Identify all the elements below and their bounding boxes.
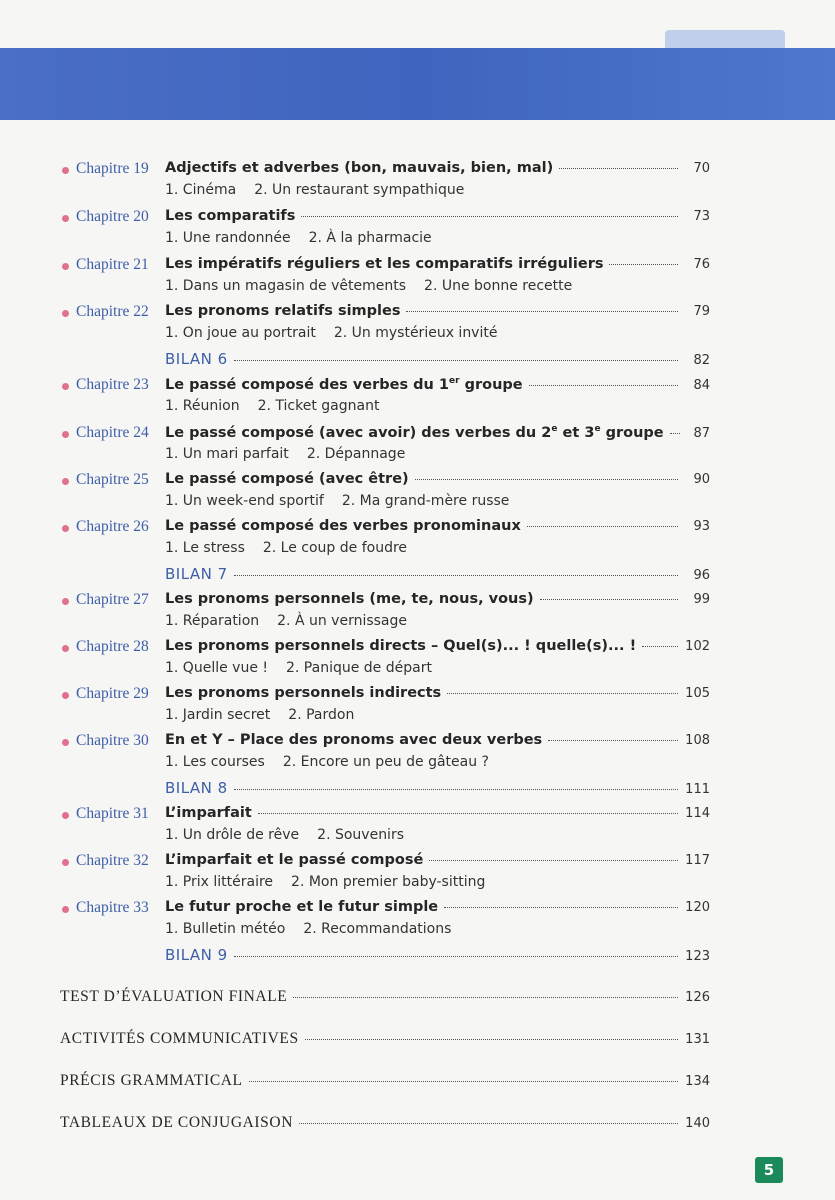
chapter-title: Le passé composé (avec avoir) des verbes du 2e et 3e groupe (165, 424, 664, 441)
bullet-icon (62, 859, 69, 866)
bilan-label: BILAN 6 (165, 350, 228, 368)
bullet-icon (62, 383, 69, 390)
bullet-icon (62, 812, 69, 819)
bullet-icon (62, 431, 69, 438)
chapter-title: Les impératifs réguliers et les comparatifs irréguliers (165, 256, 604, 272)
chapter-title: Les pronoms personnels (me, te, nous, vous) (165, 591, 534, 607)
page-number: 123 (685, 949, 710, 964)
chapter-label: Chapitre 31 (76, 805, 149, 822)
chapter-label: Chapitre 33 (76, 899, 149, 916)
bullet-icon (62, 906, 69, 913)
page-number: 73 (693, 209, 710, 224)
bullet-icon (62, 167, 69, 174)
bilan-label: BILAN 9 (165, 946, 228, 964)
dot-leader (234, 360, 678, 361)
page-number: 96 (693, 568, 710, 583)
section-2: 2. Un mystérieux invité (333, 325, 498, 341)
section-1: 1. Réparation (165, 613, 260, 629)
page-number: 82 (693, 353, 710, 368)
chapter-title: En et Y – Place des pronoms avec deux verbes (165, 732, 543, 748)
section-1: 1. Quelle vue ! (165, 660, 268, 676)
chapter-label: Chapitre 24 (76, 424, 149, 441)
chapter-title: Le passé composé (avec être) (165, 471, 409, 487)
section-2: 2. Souvenirs (317, 827, 404, 843)
page-number: 126 (685, 990, 710, 1005)
section-1: 1. Un week-end sportif (165, 493, 324, 509)
section-1: 1. Un mari parfait (165, 446, 289, 462)
bilan-label: BILAN 8 (165, 779, 228, 797)
section-2: 2. Pardon (288, 707, 355, 723)
page-number: 111 (685, 782, 710, 797)
section-2: 2. Une bonne recette (424, 278, 573, 294)
section-2: 2. Encore un peu de gâteau ? (282, 754, 489, 770)
dot-leader (301, 216, 678, 217)
chapter-sections (165, 230, 432, 246)
section-2: 2. Dépannage (306, 446, 406, 462)
section-1: 1. Jardin secret (165, 707, 271, 723)
bilan-label: BILAN 7 (165, 565, 228, 583)
page-number-badge: 5 (755, 1157, 783, 1183)
section-title: PRÉCIS GRAMMATICAL (60, 1072, 243, 1089)
chapter-label: Chapitre 30 (76, 732, 149, 749)
section-title: TEST D’ÉVALUATION FINALE (60, 988, 288, 1005)
section-1: 1. Dans un magasin de vêtements (165, 278, 407, 294)
chapter-label: Chapitre 19 (76, 160, 149, 177)
section-2: 2. Ma grand-mère russe (341, 493, 510, 509)
chapter-title: Adjectifs et adverbes (bon, mauvais, bien, mal) (165, 160, 554, 176)
chapter-title: L’imparfait et le passé composé (165, 852, 424, 868)
chapter-label: Chapitre 21 (76, 256, 149, 273)
dot-leader (559, 168, 678, 169)
page-number: 79 (693, 304, 710, 319)
page-number: 87 (693, 425, 710, 441)
chapter-label: Chapitre 26 (76, 518, 149, 535)
section-2: 2. Ticket gagnant (257, 398, 380, 414)
chapter-label: Chapitre 27 (76, 591, 149, 608)
dot-leader (234, 789, 678, 790)
dot-leader (548, 740, 678, 741)
dot-leader (258, 813, 678, 814)
bullet-icon (62, 598, 69, 605)
dot-leader (299, 1123, 678, 1124)
section-2: 2. Mon premier baby-sitting (291, 874, 486, 890)
dot-leader (444, 907, 678, 908)
chapter-label: Chapitre 25 (76, 471, 149, 488)
chapter-title: Les pronoms personnels directs – Quel(s)... ! quelle(s)... ! (165, 638, 637, 654)
section-2: 2. Le coup de foudre (262, 540, 408, 556)
bullet-icon (62, 478, 69, 485)
chapter-sections (165, 754, 489, 770)
page-number: 76 (693, 257, 710, 272)
dot-leader (670, 433, 680, 434)
page-number: 117 (685, 853, 710, 868)
page-number: 102 (685, 639, 710, 654)
chapter-title: Le passé composé des verbes pronominaux (165, 518, 521, 534)
dot-leader (429, 860, 678, 861)
bullet-icon (62, 739, 69, 746)
dot-leader (234, 956, 678, 957)
chapter-title: Les pronoms personnels indirects (165, 685, 442, 701)
dot-leader (529, 385, 678, 386)
chapter-sections (165, 827, 404, 843)
section-title: TABLEAUX DE CONJUGAISON (60, 1114, 293, 1131)
chapter-sections (165, 540, 407, 556)
dot-leader (527, 526, 678, 527)
chapter-sections (165, 325, 497, 341)
dot-leader (249, 1081, 678, 1082)
toc-entry-activites-communicatives[interactable] (60, 1030, 710, 1048)
section-1: 1. Bulletin météo (165, 921, 286, 937)
chapter-sections (165, 921, 451, 937)
dot-leader (415, 479, 678, 480)
page-number: 93 (693, 519, 710, 534)
dot-leader (293, 997, 678, 998)
dot-leader (406, 311, 678, 312)
page-number: 134 (685, 1074, 710, 1089)
page-number: 114 (685, 806, 710, 821)
chapter-label: Chapitre 20 (76, 208, 149, 225)
section-1: 1. Les courses (165, 754, 265, 770)
page-number: 90 (693, 472, 710, 487)
chapter-sections (165, 707, 354, 723)
toc-entry-tableaux-de-conjugaison[interactable] (60, 1114, 710, 1132)
section-1: 1. Le stress (165, 540, 245, 556)
chapter-sections (165, 398, 379, 414)
page-number: 105 (685, 686, 710, 701)
section-1: 1. On joue au portrait (165, 325, 316, 341)
bullet-icon (62, 310, 69, 317)
chapter-sections (165, 493, 509, 509)
chapter-label: Chapitre 29 (76, 685, 149, 702)
section-1: 1. Cinéma (165, 182, 237, 198)
chapter-label: Chapitre 28 (76, 638, 149, 655)
bullet-icon (62, 645, 69, 652)
page-number: 70 (693, 161, 710, 176)
dot-leader (540, 599, 678, 600)
section-2: 2. À la pharmacie (308, 230, 432, 246)
chapter-label: Chapitre 23 (76, 376, 149, 393)
chapter-title: Le passé composé des verbes du 1er groupe (165, 376, 523, 393)
chapter-title: L’imparfait (165, 805, 252, 821)
chapter-sections (165, 182, 464, 198)
chapter-sections (165, 278, 572, 294)
section-1: 1. Réunion (165, 398, 240, 414)
section-2: 2. Panique de départ (286, 660, 432, 676)
dot-leader (642, 646, 678, 647)
page-number: 140 (685, 1116, 710, 1131)
section-2: 2. À un vernissage (277, 613, 408, 629)
chapter-title: Le futur proche et le futur simple (165, 899, 439, 915)
section-2: 2. Un restaurant sympathique (254, 182, 465, 198)
section-title: ACTIVITÉS COMMUNICATIVES (60, 1030, 299, 1047)
chapter-sections (165, 613, 407, 629)
page-number: 131 (685, 1032, 710, 1047)
dot-leader (305, 1039, 678, 1040)
dot-leader (609, 264, 678, 265)
chapter-title: Les comparatifs (165, 208, 296, 224)
bullet-icon (62, 692, 69, 699)
section-1: 1. Prix littéraire (165, 874, 274, 890)
toc-entry-test-evaluation-finale[interactable] (60, 988, 710, 1006)
section-1: 1. Une randonnée (165, 230, 291, 246)
bullet-icon (62, 215, 69, 222)
chapter-label: Chapitre 32 (76, 852, 149, 869)
chapter-title: Les pronoms relatifs simples (165, 303, 401, 319)
toc-entry-precis-grammatical[interactable] (60, 1072, 710, 1090)
dot-leader (447, 693, 678, 694)
section-2: 2. Recommandations (303, 921, 452, 937)
page-number: 84 (693, 377, 710, 393)
chapter-sections (165, 660, 432, 676)
chapter-sections (165, 446, 405, 462)
page-number: 108 (685, 733, 710, 748)
dot-leader (234, 575, 678, 576)
chapter-label: Chapitre 22 (76, 303, 149, 320)
bullet-icon (62, 263, 69, 270)
page-number: 99 (693, 592, 710, 607)
bullet-icon (62, 525, 69, 532)
page-number: 120 (685, 900, 710, 915)
chapter-sections (165, 874, 485, 890)
section-1: 1. Un drôle de rêve (165, 827, 300, 843)
